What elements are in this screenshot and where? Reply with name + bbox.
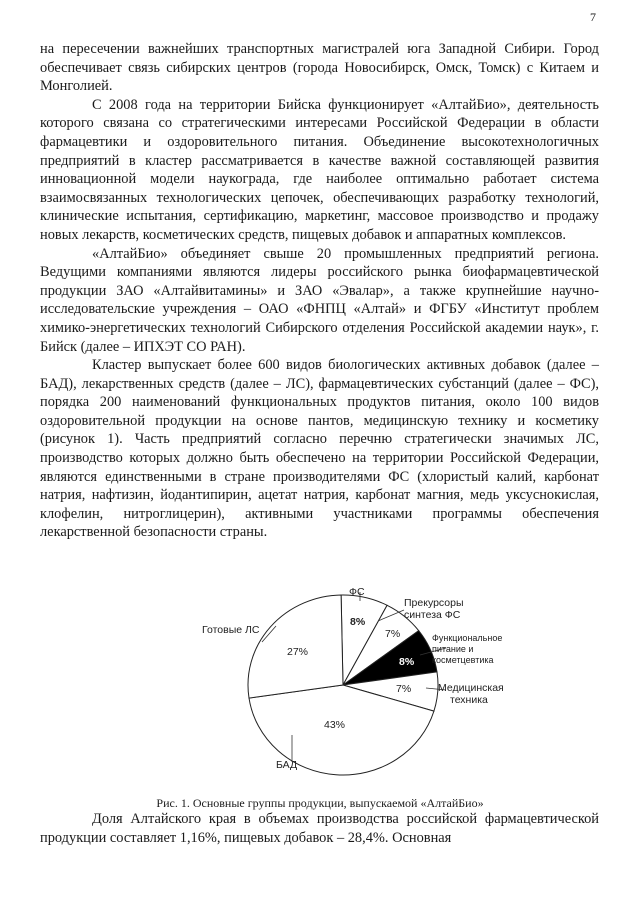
label-precursors-line2: синтеза ФС [404,609,461,621]
label-medtech-line2: техника [450,694,488,706]
value-label-precursors: 7% [385,628,401,640]
label-precursors-line1: Прекурсоры [404,597,464,609]
body-text-bottom [40,810,599,847]
paragraph-4: Кластер выпускает более 600 видов биологических активных добавок (далее – БАД), лекарственных средств (далее – ЛС), фармацевтических субстанций (далее – ФС), порядка 200 наименований функциональных продуктов питания, около 100 видов оздоровительной продукции на основе пантов, медицинскую технику и косметику (рисунок 1). Часть предприятий согласно перечню стратегически значимых ЛС, производство которых должно быть обеспечено на территории Российской Федерации, являются единственными в стране производителями ФС (хлористый калий, карбонат натрия, нафтизин, йодантипирин, ацетат натрия, карбонат магния, медь уксуснокислая, клофелин, нитроглицерин), активными участниками программы обеспечения лекарственной безопасности страны. [40,357,599,541]
figure-caption: Рис. 1. Основные группы продукции, выпускаемой «АлтайБио» [156,796,484,810]
label-functional-line3: косметцевтика [432,655,494,665]
value-label-ready-ls: 27% [287,646,309,658]
label-bad: БАД [276,759,298,771]
value-label-functional: 8% [399,656,415,668]
label-medtech-line1: Медицинская [438,682,504,694]
paragraph-5: Доля Алтайского края в объемах производства российской фармацевтической продукции составляет 1,16%, пищевых добавок – 28,4%. Основная [40,811,599,846]
value-label-medtech: 7% [396,683,412,695]
body-text [40,40,599,542]
value-label-fs: 8% [350,616,366,628]
page-number: 7 [590,10,596,24]
value-label-bad: 43% [324,719,346,731]
paragraph-1: на пересечении важнейших транспортных магистралей юга Западной Сибири. Город обеспечивает связь сибирских центров (города Новосибирск, Омск, Томск) с Китаем и Монголией. [40,41,599,95]
label-fs: ФС [349,586,365,598]
label-ready-ls: Готовые ЛС [202,624,260,636]
label-functional-line2: питание и [432,644,474,654]
pie-chart [0,584,640,814]
paragraph-2: С 2008 года на территории Бийска функционирует «АлтайБио», деятельность которого связана со стратегическими интересами Российской Федерации в области фармацевтики и оздоровительного питания. Объединение высокотехнологичных предприятий в кластер рассматривается в качестве важной составляющей развития инновационной модели наукограда, где наиболее оптимально работает система взаимосвязанных технологических цепочек, обеспечивающих разработку технологий, клинические испытания, сертификацию, маркетинг, массовое производство и продажу новых лекарств, косметических средств, пищевых добавок и аппаратных комплексов. [40,96,599,243]
label-functional-line1: Функциональное [432,633,503,643]
pie-chart-figure [0,584,640,814]
paragraph-3: «АлтайБио» объединяет свыше 20 промышленных предприятий региона. Ведущими компаниями являются лидеры российского рынка биофармацевтической продукции ЗАО «Алтайвитамины» и ЗАО «Эвалар», а также крупнейшие научно-исследовательские учреждения – ОАО «ФНПЦ «Алтай» и ФГБУ «Институт проблем химико-энергетических технологий Сибирского отделения Российской академии наук», г. Бийск (далее – ИПХЭТ СО РАН). [40,245,599,355]
